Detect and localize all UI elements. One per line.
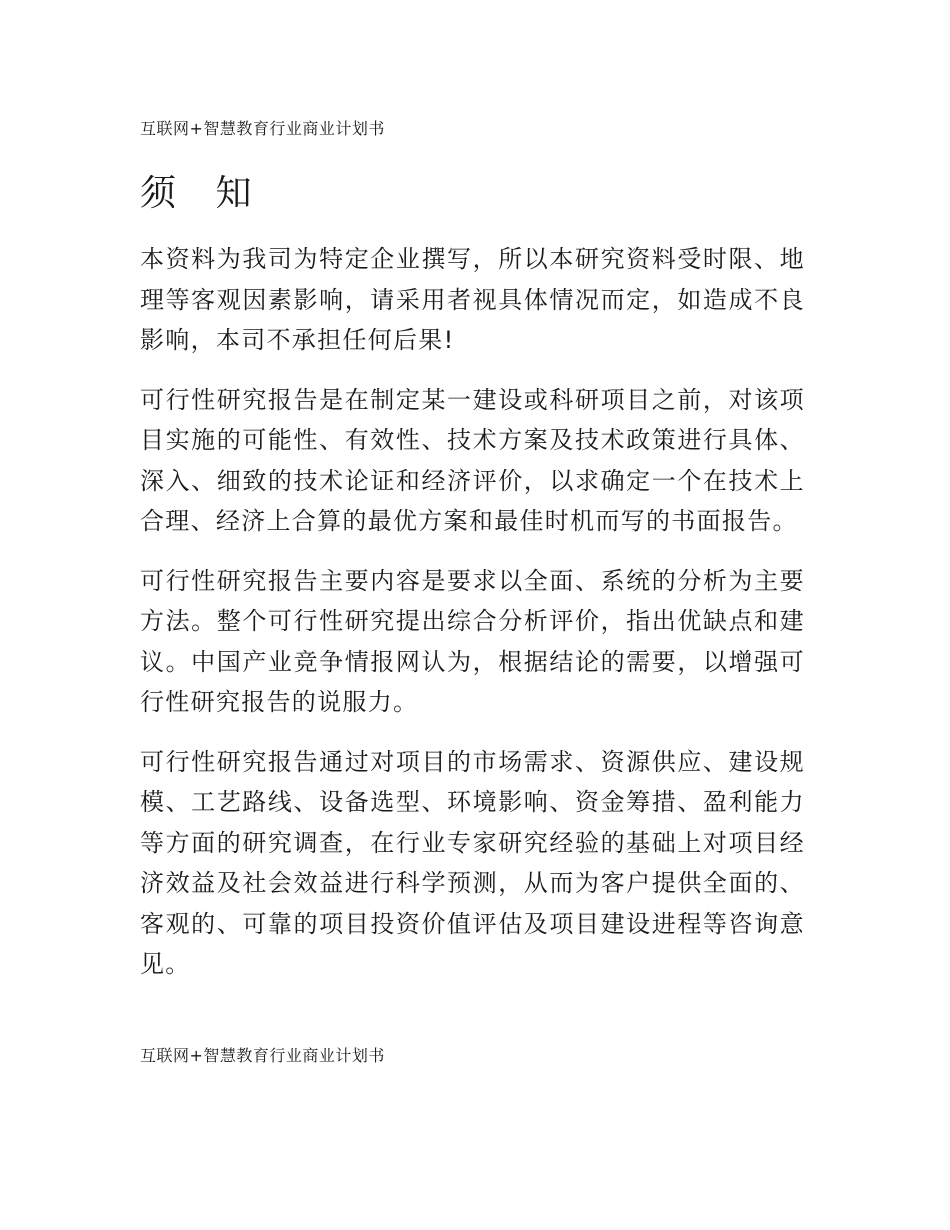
notice-title: 须 知 xyxy=(140,173,266,214)
paragraph-research-scope: 可行性研究报告通过对项目的市场需求、资源供应、建设规模、工艺路线、设备选型、环境影响、资金筹措、盈利能力等方面的研究调查，在行业专家研究经验的基础上对项目经济效益及社会效益进行科学预测，从而为客户提供全面的、客观的、可靠的项目投资价值评估及项目建设进程等咨询意见。 xyxy=(140,747,805,978)
notice-body xyxy=(140,239,805,1004)
paragraph-main-content: 可行性研究报告主要内容是要求以全面、系统的分析为主要方法。整个可行性研究提出综合分析评价，指出优缺点和建议。中国产业竞争情报网认为，根据结论的需要，以增强可行性研究报告的说服力。 xyxy=(140,566,805,716)
paragraph-definition: 可行性研究报告是在制定某一建设或科研项目之前，对该项目实施的可能性、有效性、技术方案及技术政策进行具体、深入、细致的技术论证和经济评价，以求确定一个在技术上合理、经济上合算的最优方案和最佳时机而写的书面报告。 xyxy=(140,385,805,535)
paragraph-disclaimer: 本资料为我司为特定企业撰写，所以本研究资料受时限、地理等客观因素影响，请采用者视具体情况而定，如造成不良影响，本司不承担任何后果! xyxy=(140,245,805,354)
running-header: 互联网+智慧教育行业商业计划书 xyxy=(140,119,385,138)
running-footer: 互联网+智慧教育行业商业计划书 xyxy=(140,1046,385,1065)
